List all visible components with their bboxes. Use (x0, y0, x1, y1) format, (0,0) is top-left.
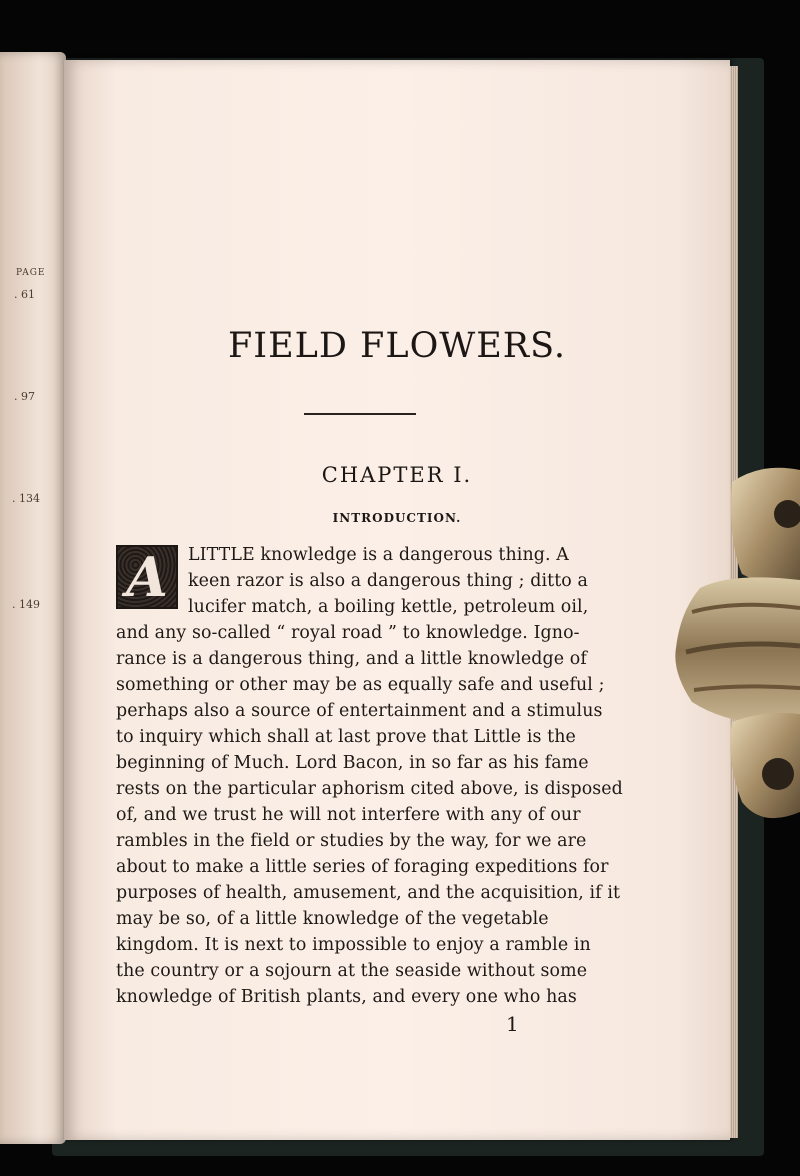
text-line: something or other may be as equally safe and useful ; (116, 675, 605, 695)
left-page (0, 52, 66, 1144)
left-page-entry: . 134 (12, 492, 40, 505)
chapter-heading: CHAPTER I. (321, 463, 473, 487)
text-line: knowledge of British plants, and every one who has (116, 987, 577, 1007)
text-line: keen razor is also a dangerous thing ; ditto a (188, 571, 588, 591)
page-number: 1 (506, 1012, 519, 1036)
text-line: purposes of health, amusement, and the acquisition, if it (116, 883, 621, 903)
text-line: beginning of Much. Lord Bacon, in so far as his fame (116, 753, 589, 773)
text-line: kingdom. It is next to impossible to enjoy a ramble in (116, 935, 591, 955)
left-page-entry: . 97 (14, 390, 35, 403)
text-line: lucifer match, a boiling kettle, petroleum oil, (188, 597, 589, 617)
title-rule (304, 413, 416, 415)
text-line: may be so, of a little knowledge of the vegetable (116, 909, 549, 929)
ornamental-dropcap (116, 545, 178, 609)
brass-clasp-icon (672, 462, 800, 826)
left-page-header: PAGE (16, 268, 46, 278)
dropcap-letter: A (126, 545, 168, 609)
text-line: about to make a little series of foraging expeditions for (116, 857, 609, 877)
text-line: and any so-called “ royal road ” to knowledge. Igno- (116, 623, 580, 643)
text-line: rambles in the field or studies by the way, for we are (116, 831, 587, 851)
left-page-entry: . 149 (12, 598, 40, 611)
text-line: of, and we trust he will not interfere with any of our (116, 805, 581, 825)
text-line: perhaps also a source of entertainment and a stimulus (116, 701, 603, 721)
book-title: FIELD FLOWERS. (227, 326, 567, 366)
text-line: the country or a sojourn at the seaside without some (116, 961, 588, 981)
text-line: rance is a dangerous thing, and a little knowledge of (116, 649, 587, 669)
text-line: to inquiry which shall at last prove that Little is the (116, 727, 576, 747)
text-line: LITTLE knowledge is a dangerous thing. A (188, 545, 569, 565)
text-line: rests on the particular aphorism cited above, is disposed (116, 779, 623, 799)
section-heading: INTRODUCTION. (332, 511, 462, 525)
left-page-entry: . 61 (14, 288, 35, 301)
